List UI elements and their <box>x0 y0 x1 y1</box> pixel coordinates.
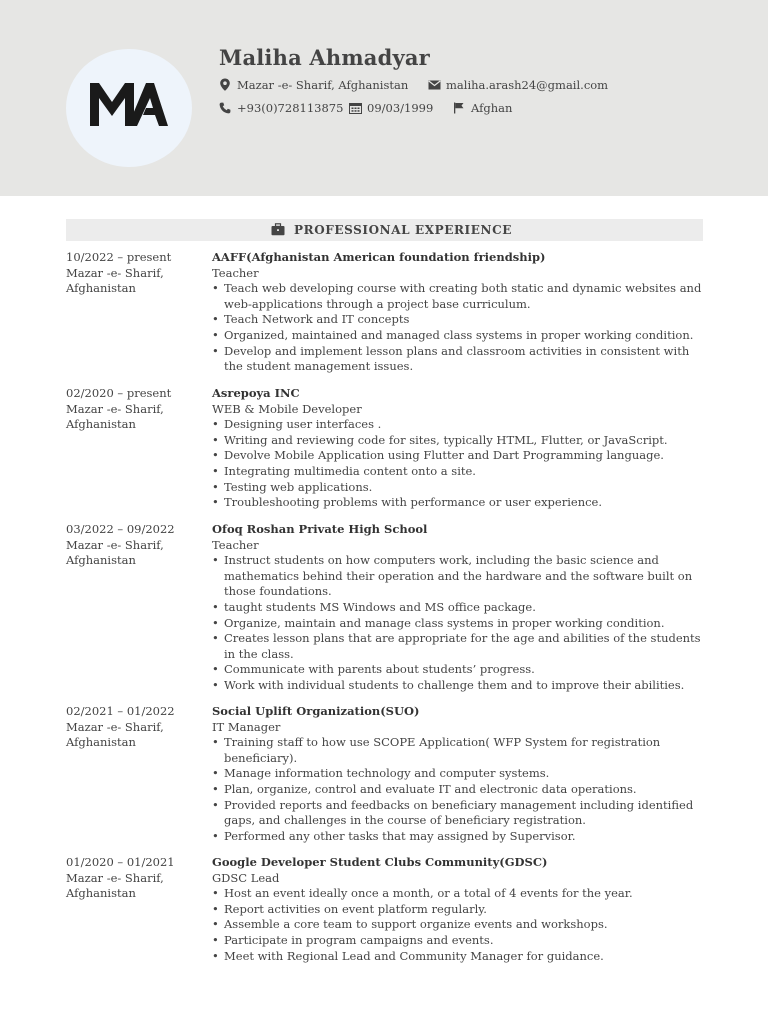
job-meta <box>66 855 206 902</box>
birthdate-text: 09/03/1999 <box>367 101 434 115</box>
job-organization: Google Developer Student Clubs Community(GDSC) <box>212 855 548 869</box>
job-location: Mazar -e- Sharif, Afghanistan <box>66 719 164 750</box>
job-organization: AAFF(Afghanistan American foundation friendship) <box>212 250 546 264</box>
flag-icon <box>453 102 465 114</box>
job-dates: 02/2021 – 01/2022 <box>66 704 175 718</box>
duty-item: • Participate in program campaigns and events. <box>212 933 704 949</box>
job-entry <box>212 855 704 964</box>
contact-birthdate <box>349 101 449 115</box>
job-duties <box>212 735 704 844</box>
duty-item: • Assemble a core team to support organize events and workshops. <box>212 917 704 933</box>
job-duties <box>212 281 704 375</box>
job-organization: Social Uplift Organization(SUO) <box>212 704 420 718</box>
contact-nationality <box>453 101 533 115</box>
duty-item: • Devolve Mobile Application using Flutter and Dart Programming language. <box>212 448 704 464</box>
duty-item: • Organized, maintained and managed class systems in proper working condition. <box>212 328 704 344</box>
duty-item: • Provided reports and feedbacks on beneficiary management including identified gaps, and challenges in the course of beneficiary registration. <box>212 798 704 829</box>
candidate-name: Maliha Ahmadyar <box>219 45 430 70</box>
duty-item: • Writing and reviewing code for sites, typically HTML, Flutter, or JavaScript. <box>212 433 704 449</box>
section-title: PROFESSIONAL EXPERIENCE <box>294 223 512 237</box>
phone-text: +93(0)728113875 <box>237 101 344 115</box>
duty-item: • Manage information technology and computer systems. <box>212 766 704 782</box>
duty-item: • Integrating multimedia content onto a site. <box>212 464 704 480</box>
job-dates: 03/2022 – 09/2022 <box>66 522 175 536</box>
job-location: Mazar -e- Sharif, Afghanistan <box>66 537 164 568</box>
duty-item: • Testing web applications. <box>212 480 704 496</box>
job-organization: Asrepoya INC <box>212 386 300 400</box>
job-dates: 02/2020 – present <box>66 386 172 400</box>
contact-email <box>428 78 628 92</box>
duty-item: • Instruct students on how computers work, including the basic science and mathematics behind their operation and the hardware and the software built on those foundations. <box>212 553 704 600</box>
duty-item: • Training staff to how use SCOPE Application( WFP System for registration beneficiary). <box>212 735 704 766</box>
duty-item: • Organize, maintain and manage class systems in proper working condition. <box>212 616 704 632</box>
job-location: Mazar -e- Sharif, Afghanistan <box>66 401 164 432</box>
job-meta <box>66 704 206 751</box>
job-meta <box>66 522 206 569</box>
duty-item: • Designing user interfaces . <box>212 417 704 433</box>
job-role: Teacher <box>212 537 259 552</box>
duty-item: • Communicate with parents about students’ progress. <box>212 662 704 678</box>
duty-item: • Teach web developing course with creating both static and dynamic websites and web-applications through a project base curriculum. <box>212 281 704 312</box>
duty-item: • Meet with Regional Lead and Community Manager for guidance. <box>212 949 704 965</box>
job-role: Teacher <box>212 265 259 280</box>
duty-item: • Develop and implement lesson plans and classroom activities in consistent with the student management issues. <box>212 344 704 375</box>
envelope-icon <box>428 79 441 91</box>
duty-item: • Teach Network and IT concepts <box>212 312 704 328</box>
job-entry <box>212 704 704 844</box>
email-link[interactable]: maliha.arash24@gmail.com <box>446 78 609 92</box>
job-dates: 10/2022 – present <box>66 250 172 264</box>
duty-item: • Troubleshooting problems with performance or user experience. <box>212 495 704 511</box>
duty-item: • Performed any other tasks that may assigned by Supervisor. <box>212 829 704 845</box>
job-duties <box>212 886 704 964</box>
ma-monogram-icon <box>88 80 168 130</box>
duty-item: • Creates lesson plans that are appropriate for the age and abilities of the students in the class. <box>212 631 704 662</box>
duty-item: • Plan, organize, control and evaluate IT and electronic data operations. <box>212 782 704 798</box>
job-entry <box>212 522 704 694</box>
phone-icon <box>219 102 231 114</box>
job-location: Mazar -e- Sharif, Afghanistan <box>66 870 164 901</box>
duty-item: • Work with individual students to challenge them and to improve their abilities. <box>212 678 704 694</box>
job-role: IT Manager <box>212 719 281 734</box>
job-role: WEB & Mobile Developer <box>212 401 362 416</box>
duty-item: • Host an event ideally once a month, or a total of 4 events for the year. <box>212 886 704 902</box>
map-pin-icon <box>219 78 231 91</box>
job-role: GDSC Lead <box>212 870 280 885</box>
contact-location <box>219 78 419 92</box>
job-meta <box>66 250 206 297</box>
calendar-icon <box>349 102 362 114</box>
job-entry <box>212 386 704 511</box>
job-organization: Ofoq Roshan Private High School <box>212 522 428 536</box>
job-location: Mazar -e- Sharif, Afghanistan <box>66 265 164 296</box>
location-text: Mazar -e- Sharif, Afghanistan <box>237 78 409 92</box>
job-entry <box>212 250 704 375</box>
job-dates: 01/2020 – 01/2021 <box>66 855 175 869</box>
contact-phone <box>219 101 349 115</box>
job-duties <box>212 553 704 693</box>
avatar-logo <box>66 49 192 167</box>
job-duties <box>212 417 704 511</box>
briefcase-icon <box>271 223 285 236</box>
duty-item: • Report activities on event platform regularly. <box>212 902 704 918</box>
duty-item: • taught students MS Windows and MS office package. <box>212 600 704 616</box>
job-meta <box>66 386 206 433</box>
nationality-text: Afghan <box>471 101 513 115</box>
